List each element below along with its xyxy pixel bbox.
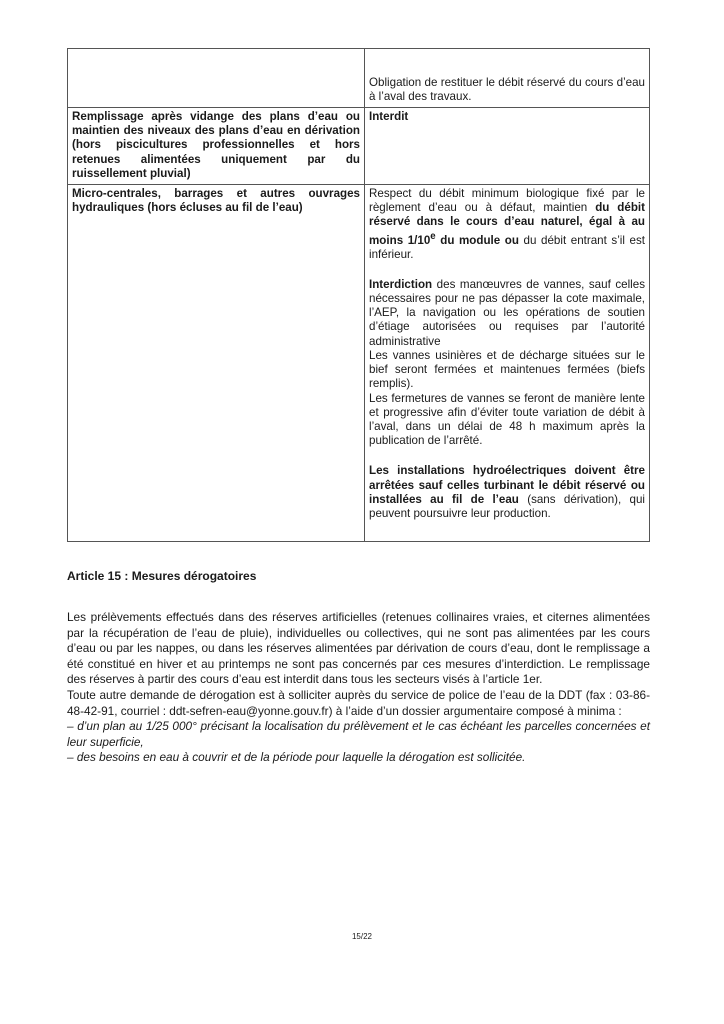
superscript: e — [430, 230, 436, 242]
list-item: – d’un plan au 1/25 000° précisant la localisation du prélèvement et le cas échéant les parcelles concernées et leur superficie, — [67, 719, 650, 749]
page-number: 15/22 — [351, 932, 373, 941]
table-cell-activity — [68, 49, 365, 108]
text-span-bold: du module ou — [435, 233, 519, 247]
table-cell-activity: Remplissage après vidange des plans d’eau ou maintien des niveaux des plans d’eau en dérivation (hors piscicultures professionnelles et hors retenues alimentées uniquement par du ruissellement pluvial) — [68, 108, 365, 185]
measure-paragraph — [369, 464, 645, 521]
table-row — [68, 185, 650, 542]
text-span: (sans dérivation), qui peuvent poursuivre leur production. — [369, 492, 646, 520]
restrictions-table — [67, 48, 650, 542]
article-paragraph: Les prélèvements effectués dans des réserves artificielles (retenues collinaires vraies, et citernes alimentées par la récupération de l’eau de pluie), individuelles ou collectives, qui ne sont pas alimentées par les cours d’eau ou par les nappes, ou dans les réserves alimentées par dérivation de cours d’eau, dont le remplissage a été constitué en hiver et au printemps ne sont pas concernés par ces mesures d’interdiction. Le remplissage des réserves à partir des cours d’eau est interdit dans tous les secteurs visés à l’article 1er. — [67, 610, 650, 687]
measure-paragraph: Les vannes usinières et de décharge situées sur le bief seront fermées et maintenues fermées (biefs remplis). — [369, 348, 645, 391]
list-item: – des besoins en eau à couvrir et de la période pour laquelle la dérogation est sollicitée. — [67, 750, 526, 765]
article-title: Article 15 : Mesures dérogatoires — [67, 569, 257, 583]
text-span-bold: Interdiction — [369, 277, 433, 291]
measure-paragraph — [369, 278, 645, 349]
text-span-bold: du débit réservé dans le cours d’eau naturel, égal à au moins 1/10 — [369, 201, 645, 247]
text-span: Respect du débit minimum biologique fixé par le règlement d’eau ou à défaut, maintien — [369, 187, 645, 215]
text-span-bold: Les installations hydroélectriques doivent être arrêtées sauf celles turbinant le débit réservé ou installées au fil de l’eau — [369, 464, 645, 506]
table-row — [68, 108, 650, 185]
table-cell-measure — [365, 185, 650, 542]
measure-paragraph: Les fermetures de vannes se feront de manière lente et progressive afin d’éviter toute variation de débit à l’aval, dans un délai de 48 h maximum après la publication de l’arrêté. — [369, 391, 645, 448]
table-cell-measure — [365, 49, 650, 108]
measure-paragraph — [369, 187, 645, 262]
table-row — [68, 49, 650, 108]
article-body — [67, 610, 650, 766]
measure-text: Obligation de restituer le débit réservé du cours d’eau à l’aval des travaux. — [369, 75, 645, 103]
article-paragraph: Toute autre demande de dérogation est à solliciter auprès du service de police de l’eau de la DDT (fax : 03-86-48-42-91, courriel : ddt-sefren-eau@yonne.gouv.fr) à l’aide d’un dossier argumentaire composé à minima : — [67, 687, 650, 718]
text-span: des manœuvres de vannes, sauf celles nécessaires pour ne pas dépasser la cote maximale, l’AEP, la navigation ou les opérations de soutien d’étiage autorisées ou requises par l’autorité administrative — [369, 277, 645, 348]
table-cell-activity: Micro-centrales, barrages et autres ouvrages hydrauliques (hors écluses au fil de l’eau) — [68, 185, 365, 542]
table-cell-measure: Interdit — [365, 108, 650, 185]
text-span: du débit entrant s’il est inférieur. — [369, 233, 645, 261]
